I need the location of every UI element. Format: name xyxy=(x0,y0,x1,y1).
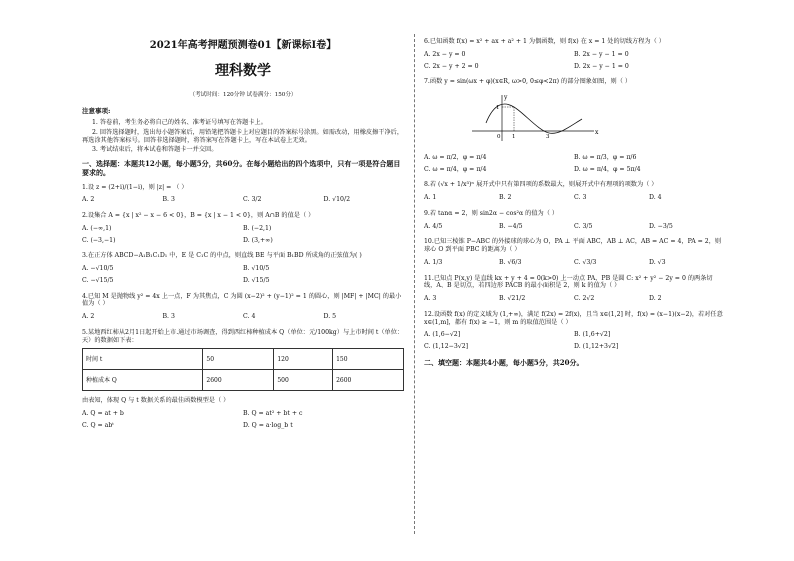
option-c: C. 2√2 xyxy=(574,295,595,302)
option-b: B. Q = at² + bt + c xyxy=(243,410,303,418)
question-3: 3.在正方体 ABCD−A₁B₁C₁D₁ 中，E 是 C₁C 的中点，则直线 BE 与平面 B₁BD 所成角的正弦值为( ) xyxy=(82,252,362,260)
option-c: C. (1,12−3√2] xyxy=(424,343,469,350)
question-11: 11.已知点 P(x,y) 是直线 kx + y + 4 = 0(k>0) 上一动点 PA、PB 是圆 C: x² + y² − 2y = 0 的两条切线，A、B 是切点，若四边形 PACB 的最小面积是 2，则 k 的值为（ ） xyxy=(424,274,713,290)
option-b: B. 2 xyxy=(499,194,512,201)
left-column xyxy=(82,34,404,436)
section-heading-fill: 二、填空题：本题共4小题，每小题5分，共20分。 xyxy=(424,357,584,367)
x-axis-label: x xyxy=(595,129,599,136)
question-3-options xyxy=(82,263,404,287)
option-b: B. √6/3 xyxy=(499,258,522,266)
table-row xyxy=(83,370,404,391)
question-5-prompt: 由表知，体现 Q 与 t 数据关系的最佳函数模型是（ ） xyxy=(82,397,230,405)
option-d: D. 4 xyxy=(649,194,662,201)
question-8: 8.若 (√x + 1/x³)ⁿ 展开式中只有第四项的系数最大，则展开式中有理项的项数为（ ） xyxy=(424,181,658,189)
option-b: B. (−2,1) xyxy=(243,224,272,232)
option-b: B. −4/5 xyxy=(499,222,523,230)
question-12: 12.设函数 f(x) 的定义域为 (1,+∞)，满足 f(2x) = 2f(x)，且当 x∈(1,2] 时，f(x) = (x−1)(x−2)，若对任意 x∈(1,m]，都有 f(x) ≥ −1，则 m 的取值范围是（ ） xyxy=(424,310,723,326)
option-a: A. 3 xyxy=(424,295,437,302)
option-c: C. Q = abᵗ xyxy=(82,421,114,429)
question-4-options xyxy=(82,311,404,323)
tick-label: 3 xyxy=(546,134,550,140)
exam-info: （考试时间：120分钟 试卷满分：150分） xyxy=(189,92,297,98)
table-cell: 120 xyxy=(274,349,333,370)
tick-label: 1 xyxy=(512,134,516,140)
option-c: C. 3 xyxy=(574,194,587,201)
right-column xyxy=(424,34,724,374)
note-item: 3. 考试结束后，将本试卷和答题卡一并交回。 xyxy=(92,146,218,154)
option-a: A. 2x − y = 0 xyxy=(424,50,466,58)
option-a: A. (1,6−√2] xyxy=(424,331,461,339)
notes-title: 注意事项: xyxy=(82,106,111,115)
question-9-options xyxy=(424,221,724,233)
option-b: B. 2x − y − 1 = 0 xyxy=(574,50,629,58)
note-item: 1. 答卷前，考生务必将自己的姓名、准考证号填写在答题卡上。 xyxy=(92,119,267,127)
option-b: B. ω = π/3，φ = π/6 xyxy=(574,153,637,161)
tick-label: 1 xyxy=(496,105,500,111)
option-b: B. (1,6+√2] xyxy=(574,331,611,339)
option-c: C. √3/3 xyxy=(574,258,597,266)
option-c: C. ω = π/4，φ = π/4 xyxy=(424,165,487,173)
option-b: B. √21/2 xyxy=(499,295,526,302)
question-9: 9.若 tanα = 2，则 sin2α − cos²α 的值为（ ） xyxy=(424,209,559,217)
option-c: C. 3/5 xyxy=(574,222,593,230)
question-1-options xyxy=(82,194,404,206)
data-table xyxy=(82,348,404,391)
table-cell: 2600 xyxy=(333,370,404,391)
table-cell: 50 xyxy=(203,349,274,370)
option-a: A. Q = at + b xyxy=(82,410,124,418)
question-1: 1.设 z = (2+i)/(1−i)，则 |z| = （ ） xyxy=(82,183,188,191)
option-c: C. (−3,−1) xyxy=(82,236,116,244)
question-7-options xyxy=(424,152,724,176)
option-d: D. √15/5 xyxy=(243,276,270,284)
option-b: B. 3 xyxy=(162,313,175,321)
option-a: A. −√10/5 xyxy=(82,265,114,273)
option-b: B. 3 xyxy=(162,196,175,204)
option-d: D. 2 xyxy=(649,295,662,302)
question-8-options xyxy=(424,192,724,204)
option-a: A. 2 xyxy=(82,313,95,321)
sine-curve xyxy=(486,104,582,133)
exam-title: 2021年高考押题预测卷01【新课标Ⅰ卷】 xyxy=(149,40,337,51)
question-6: 6.已知函数 f(x) = x² + ax + a² + 1 为偶函数，则 f(x) 在 x = 1 处的切线方程为（ ） xyxy=(424,38,665,45)
question-4: 4.已知 M 是抛物线 y² = 4x 上一点，F 为其焦点，C 为圆 (x−2)² + (y−1)² = 1 的圆心，则 |MF| + |MC| 的最小值为（ ） xyxy=(82,292,402,308)
table-row xyxy=(83,349,404,370)
option-d: D. ω = π/4，φ = 5π/4 xyxy=(574,165,641,173)
option-d: D. 5 xyxy=(323,313,337,321)
question-5-options xyxy=(82,408,404,432)
option-d: D. −3/5 xyxy=(649,222,673,230)
origin-label: 0 xyxy=(497,134,501,140)
question-6-options xyxy=(424,49,724,73)
option-a: A. ω = π/2，φ = π/4 xyxy=(424,153,487,161)
option-d: D. √3 xyxy=(649,258,666,266)
note-item: 2. 回答选择题时，选出每小题答案后，用铅笔把答题卡上对应题目的答案标号涂黑。如需改动，用橡皮擦干净后，再选涂其他答案标号。回答非选择题时，将答案写在答题卡上，写在本试卷上无效。 xyxy=(82,128,404,144)
y-axis-label: y xyxy=(504,94,508,101)
option-a: A. 2 xyxy=(82,196,95,204)
sine-graph xyxy=(464,93,604,143)
table-cell: 2600 xyxy=(203,370,274,391)
question-2: 2.设集合 A = {x | x² − x − 6 < 0}，B = {x | x − 1 < 0}，则 A∩B 的值是（ ） xyxy=(82,212,315,220)
question-5: 5.某地西红柿从2月1日起开始上市.通过市场调查，得到西红柿种植成本 Q（单位：元/100kg）与上市时间 t（单位：天）的数据如下表： xyxy=(82,328,404,344)
question-10: 10.已知三棱锥 P−ABC 的外接球的球心为 O，PA ⊥ 平面 ABC，AB ⊥ AC，AB = AC = 4，PA = 2，则球心 O 到平面 PBC 的距离为（ ） xyxy=(424,238,722,253)
subject-title: 理科数学 xyxy=(215,62,271,79)
question-10-options xyxy=(424,257,724,269)
option-d: D. Q = a·log_b t xyxy=(243,421,293,429)
option-a: A. (−∞,1) xyxy=(82,224,112,232)
table-cell: 150 xyxy=(333,349,404,370)
option-d: D. (3,+∞) xyxy=(243,236,273,244)
option-a: A. 4/5 xyxy=(424,222,443,230)
option-d: D. (1,12+3√2] xyxy=(574,343,619,350)
option-d: D. 2x − y − 1 = 0 xyxy=(574,62,629,70)
question-11-options xyxy=(424,293,724,305)
table-cell: 500 xyxy=(274,370,333,391)
table-cell: 时间 t xyxy=(83,349,203,370)
section-heading-choice: 一、选择题：本题共12小题，每小题5分，共60分。在每小题给出的四个选项中，只有一项是符合题目要求的。 xyxy=(82,159,401,177)
option-c: C. −√15/5 xyxy=(82,276,114,284)
table-cell: 种植成本 Q xyxy=(83,370,203,391)
option-b: B. √10/5 xyxy=(243,265,270,273)
option-a: A. 1 xyxy=(424,194,437,201)
option-d: D. √10/2 xyxy=(323,196,351,204)
question-2-options xyxy=(82,223,404,247)
option-c: C. 2x − y + 2 = 0 xyxy=(424,62,479,70)
question-7: 7.函数 y = sin(ωx + φ)(x∈R, ω>0, 0≤φ<2π) 的部分图象如图，则（ ） xyxy=(424,78,632,86)
option-a: A. 1/3 xyxy=(424,258,443,266)
question-12-options xyxy=(424,329,724,353)
column-divider xyxy=(414,34,415,534)
option-c: C. 3/2 xyxy=(243,196,262,204)
option-c: C. 4 xyxy=(243,313,256,321)
